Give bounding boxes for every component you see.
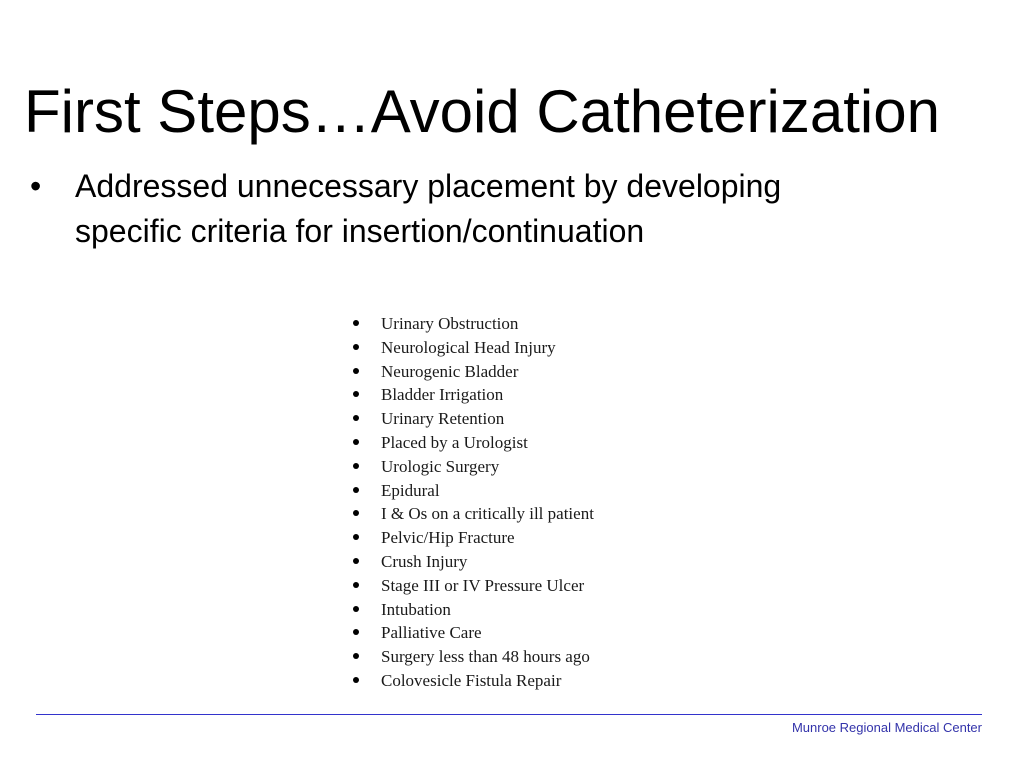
bullet-dot-icon [353, 606, 359, 612]
criteria-item-label: I & Os on a critically ill patient [381, 504, 594, 524]
bullet-dot-icon [353, 415, 359, 421]
criteria-item [350, 598, 650, 622]
slide-title: First Steps…Avoid Catheterization [24, 78, 940, 145]
criteria-item-label: Urinary Obstruction [381, 314, 519, 333]
bullet-dot-icon [353, 629, 359, 635]
criteria-item [350, 383, 650, 407]
bullet-dot-icon [353, 582, 359, 588]
criteria-item-label: Palliative Care [381, 623, 482, 643]
criteria-item-label: Intubation [381, 599, 451, 619]
bullet-dot-icon [353, 391, 359, 397]
criteria-item [350, 621, 650, 645]
bullet-dot-icon [353, 487, 359, 493]
bullet-dot-icon [353, 439, 359, 445]
criteria-item-label: Surgery less than 48 hours ago [381, 647, 590, 667]
footer-divider [36, 714, 982, 715]
criteria-item-label: Epidural [381, 480, 440, 500]
criteria-item-label: Urinary Retention [381, 409, 505, 429]
bullet-marker: • [30, 168, 42, 204]
criteria-item-label: Neurological Head Injury [381, 337, 556, 357]
criteria-item [350, 502, 650, 526]
criteria-item [350, 479, 650, 503]
criteria-item [350, 645, 650, 669]
bullet-dot-icon [353, 463, 359, 469]
criteria-item [350, 669, 650, 693]
criteria-item-label: Urologic Surgery [381, 456, 500, 476]
bullet-dot-icon [353, 653, 359, 659]
criteria-item [350, 455, 650, 479]
criteria-item-label: Placed by a Urologist [381, 432, 528, 452]
bullet-dot-icon [353, 344, 359, 350]
bullet-dot-icon [353, 368, 359, 374]
criteria-item [350, 336, 650, 360]
criteria-item-label: Stage III or IV Pressure Ulcer [381, 575, 585, 595]
bullet-dot-icon [353, 534, 359, 540]
main-bullet-text: Addressed unnecessary placement by developing specific criteria for insertion/continuation [75, 168, 782, 249]
bullet-dot-icon [353, 677, 359, 683]
criteria-item [350, 526, 650, 550]
criteria-item [350, 431, 650, 455]
criteria-item-label: Crush Injury [381, 551, 468, 571]
criteria-item-label: Colovesicle Fistula Repair [381, 670, 562, 690]
criteria-list [350, 312, 650, 693]
criteria-item [350, 550, 650, 574]
bullet-dot-icon [353, 510, 359, 516]
criteria-item [350, 312, 650, 336]
criteria-item [350, 574, 650, 598]
criteria-item-label: Neurogenic Bladder [381, 361, 519, 381]
bullet-dot-icon [353, 558, 359, 564]
footer-organization: Munroe Regional Medical Center [791, 720, 982, 735]
criteria-item-label: Pelvic/Hip Fracture [381, 528, 515, 548]
criteria-item [350, 407, 650, 431]
criteria-item-label: Bladder Irrigation [381, 385, 504, 405]
bullet-dot-icon [353, 320, 359, 326]
criteria-item [350, 360, 650, 384]
